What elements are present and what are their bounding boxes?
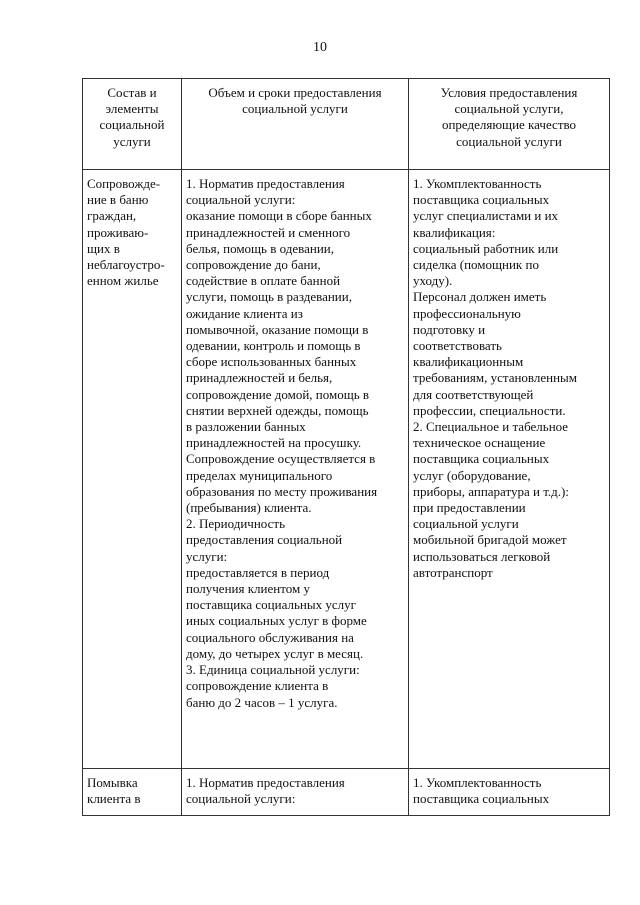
text-line: 1. Укомплектованность [413, 775, 542, 790]
text-line: баню до 2 часов – 1 услуга. [186, 694, 338, 710]
text-line: поставщика социальных [413, 192, 550, 208]
text-line: белья, помощь в одевании, [186, 240, 334, 256]
text-line: социальный работник или [413, 240, 559, 256]
text-line: неблагоустро- [87, 257, 165, 273]
text-line: квалификационным [413, 354, 524, 370]
text-line: поставщика социальных услуг [186, 597, 356, 613]
service-conditions-cell [409, 769, 610, 816]
text-line: образования по месту проживания [186, 483, 378, 499]
text-line: использоваться легковой [413, 548, 551, 564]
text-line: сборе использованных банных [186, 354, 357, 370]
text-line: элементы [105, 101, 159, 117]
text-line: принадлежностей и белья, [186, 370, 333, 386]
text-line: Персонал должен иметь [413, 289, 547, 305]
text-line: поставщика социальных [413, 451, 550, 467]
service-volume-cell [182, 769, 409, 816]
text-line: иных социальных услуг в форме [186, 613, 367, 629]
text-line: для соответствующей [413, 386, 534, 402]
text-line: предоставляется в период [186, 564, 330, 580]
text-line: услуги [113, 133, 151, 149]
text-line: социальной услуги [242, 101, 348, 117]
text-line: Сопровожде- [87, 176, 161, 191]
text-line: 2. Периодичность [186, 516, 286, 532]
text-line: пределах муниципального [186, 467, 333, 483]
text-line: профессии, специальности. [413, 402, 566, 418]
text-line: Условия предоставления [440, 85, 578, 100]
text-line: квалификация: [413, 224, 496, 240]
text-line: одевании, контроль и помощь в [186, 338, 361, 354]
services-table [82, 78, 610, 816]
text-line: услуги: [186, 548, 228, 564]
text-line: социальной услуги, [454, 101, 564, 117]
table-header-row [83, 79, 610, 170]
text-line: клиента в [87, 791, 141, 807]
text-line: дому, до четырех услуг в месяц. [186, 645, 364, 661]
text-line: проживаю- [87, 224, 149, 240]
text-line: Объем и сроки предоставления [208, 85, 382, 100]
text-line: 1. Укомплектованность [413, 176, 542, 191]
text-line: 3. Единица социальной услуги: [186, 662, 360, 678]
text-line: ожидание клиента из [186, 305, 303, 321]
service-name-cell [83, 170, 182, 769]
header-composition [83, 79, 182, 170]
text-line: сиделка (помощник по [413, 257, 539, 273]
text-line: при предоставлении [413, 500, 526, 516]
text-line: енном жилье [87, 273, 159, 289]
text-line: определяющие качество [441, 117, 577, 133]
text-line: принадлежностей и сменного [186, 224, 351, 240]
text-line: профессиональную [413, 305, 521, 321]
text-line: (пребывания) клиента. [186, 500, 312, 516]
text-line: услуг специалистами и их [413, 208, 559, 224]
text-line: уходу). [413, 273, 453, 289]
header-quality-conditions [409, 79, 610, 170]
text-line: в разложении банных [186, 419, 306, 435]
text-line: снятии верхней одежды, помощь [186, 402, 369, 418]
service-volume-cell [182, 170, 409, 769]
text-line: 2. Специальное и табельное [413, 419, 569, 435]
text-line: социального обслуживания на [186, 629, 354, 645]
text-line: соответствовать [413, 338, 502, 354]
header-volume-terms [182, 79, 409, 170]
text-line: предоставления социальной [186, 532, 343, 548]
text-line: Состав и [107, 85, 157, 100]
text-line: социальной услуги [413, 516, 519, 532]
text-line: граждан, [87, 208, 137, 224]
text-line: услуг (оборудование, [413, 467, 531, 483]
text-line: мобильной бригадой может [413, 532, 567, 548]
text-line: принадлежностей на просушку. [186, 435, 362, 451]
text-line: щих в [87, 240, 120, 256]
page-number: 10 [313, 40, 327, 55]
text-line: 1. Норматив предоставления [186, 176, 345, 191]
text-line: социальной услуги [456, 133, 562, 149]
service-name-cell [83, 769, 182, 816]
service-conditions-cell [409, 170, 610, 769]
text-line: 1. Норматив предоставления [186, 775, 345, 790]
table-row [83, 170, 610, 769]
text-line: техническое оснащение [413, 435, 546, 451]
text-line: сопровождение до бани, [186, 257, 321, 273]
text-line: Сопровождение осуществляется в [186, 451, 376, 467]
text-line: получения клиентом у [186, 581, 310, 597]
text-line: социальной услуги: [186, 791, 296, 807]
text-line: социальной услуги: [186, 192, 296, 208]
text-line: приборы, аппаратура и т.д.): [413, 483, 569, 499]
text-line: сопровождение домой, помощь в [186, 386, 370, 402]
text-line: услуги, помощь в раздевании, [186, 289, 352, 305]
text-line: Помывка [87, 775, 138, 790]
text-line: поставщика социальных [413, 791, 550, 807]
text-line: автотранспорт [413, 564, 493, 580]
text-line: ние в баню [87, 192, 149, 208]
text-line: сопровождение клиента в [186, 678, 329, 694]
table-row [83, 769, 610, 816]
text-line: помывочной, оказание помощи в [186, 321, 369, 337]
text-line: социальной [99, 117, 165, 133]
text-line: содействие в оплате банной [186, 273, 341, 289]
text-line: требованиям, установленным [413, 370, 578, 386]
text-line: подготовку и [413, 321, 486, 337]
text-line: оказание помощи в сборе банных [186, 208, 372, 224]
